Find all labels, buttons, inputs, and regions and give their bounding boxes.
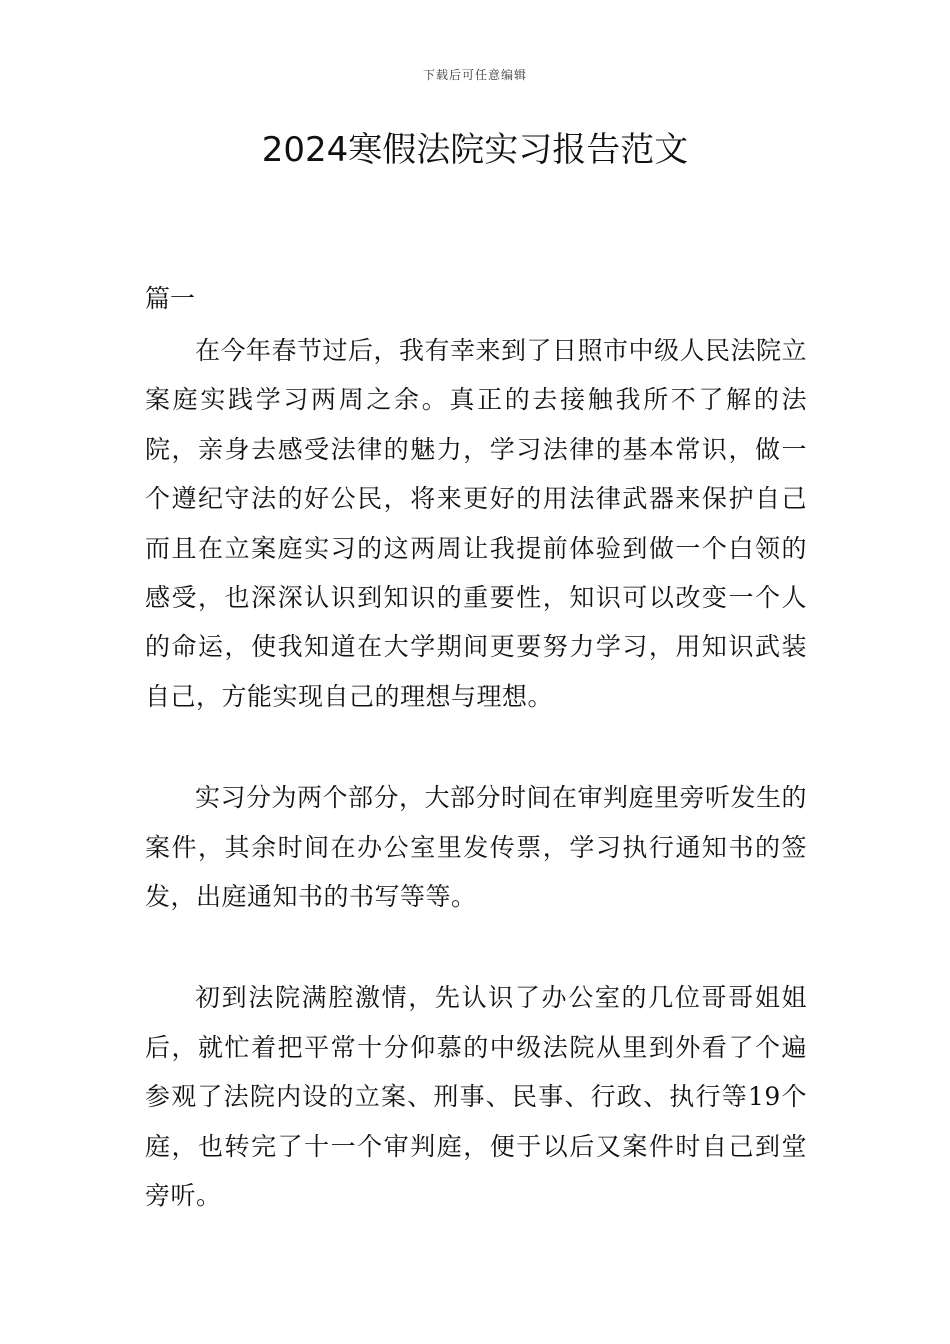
section-label: 篇一 [145,284,196,313]
paragraph-3: 初到法院满腔激情，先认识了办公室的几位哥哥姐姐后，就忙着把平常十分仰慕的中级法院从里到外看了个遍参观了法院内设的立案、刑事、民事、行政、执行等19个庭，也转完了十一个审判庭，便于以后又案件时自己到堂旁听。 [145,983,807,1211]
paragraph-1: 在今年春节过后，我有幸来到了日照市中级人民法院立案庭实践学习两周之余。真正的去接触我所不了解的法院，亲身去感受法律的魅力，学习法律的基本常识，做一个遵纪守法的好公民，将来更好的用法律武器来保护自己而且在立案庭实习的这两周让我提前体验到做一个白领的感受，也深深认识到知识的重要性，知识可以改变一个人的命运，使我知道在大学期间更要努力学习，用知识武装自己，方能实现自己的理想与理想。 [145,336,808,711]
header-note: 下载后可任意编辑 [422,68,527,82]
document-title: 2024寒假法院实习报告范文 [261,130,689,170]
paragraph-2: 实习分为两个部分，大部分时间在审判庭里旁听发生的案件，其余时间在办公室里发传票，学习执行通知书的签发，出庭通知书的书写等等。 [145,783,808,912]
document-body [145,280,807,1221]
